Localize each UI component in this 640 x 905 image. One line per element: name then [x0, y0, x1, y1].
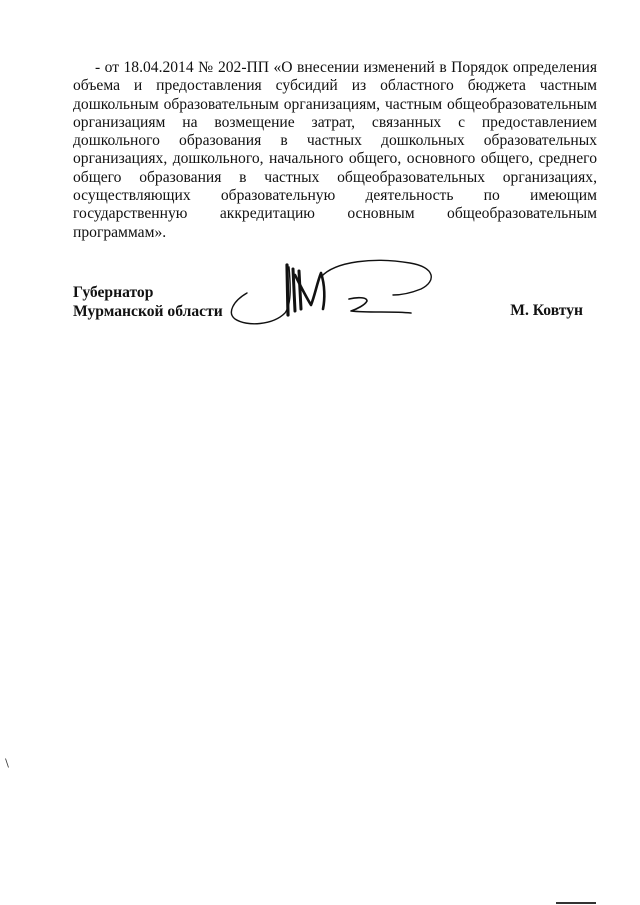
- signatory-title-line2: Мурманской области: [73, 302, 223, 320]
- handwritten-signature: [225, 255, 450, 330]
- scan-artifact-mark: [5, 758, 9, 768]
- signatory-name: М. Ковтун: [510, 302, 583, 319]
- amendment-paragraph-text: - от 18.04.2014 № 202-ПП «О внесении изменений в Порядок определения объема и предоставления субсидий из областного бюджета частным дошкольным образовательным организациям, частным общеобразовательным организациям на возмещение затрат, связанных с предоставлением дошкольного образования в частных дошкольных образовательных организациях, дошкольного, начального общего, основного общего, среднего общего образования в частных общеобразовательных организациях, осуществляющих образовательную деятельность по имеющим государственную аккредитацию основным общеобразовательным программам».: [73, 59, 597, 241]
- signatory-title: [73, 284, 223, 321]
- amendment-paragraph: [73, 59, 597, 242]
- scan-artifact-line: [556, 902, 596, 904]
- signatory-title-line1: Губернатор: [73, 284, 154, 301]
